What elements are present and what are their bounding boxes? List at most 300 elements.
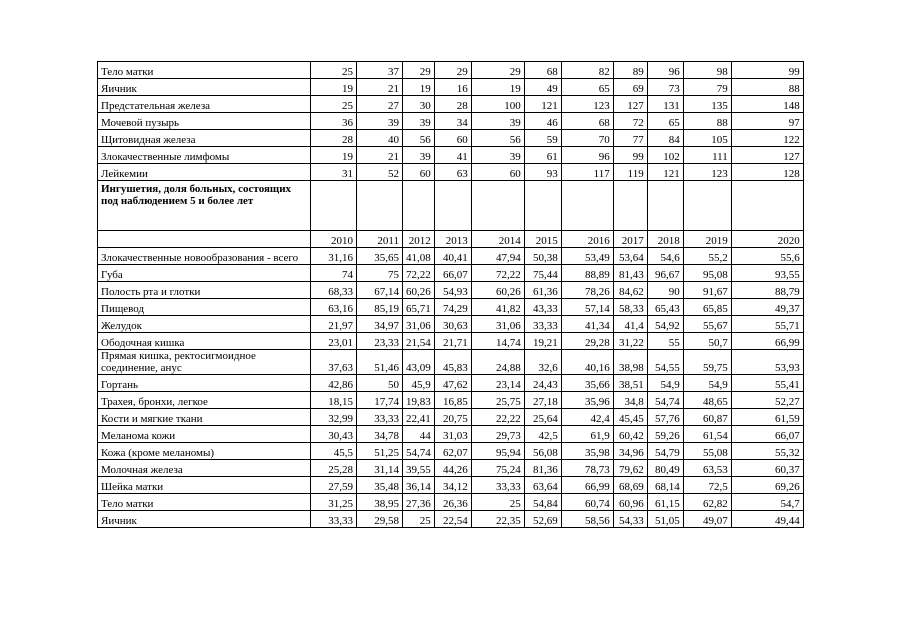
table-cell: 39,55 [403, 460, 435, 477]
table-row [98, 164, 804, 181]
table-cell: 26,36 [434, 494, 471, 511]
table-cell: 55,32 [731, 443, 803, 460]
row-label: Трахея, бронхи, легкое [98, 392, 311, 409]
table-cell: 88,79 [731, 282, 803, 299]
table-cell: 36,14 [403, 477, 435, 494]
table-cell: 91,67 [683, 282, 731, 299]
table-cell: 82 [561, 62, 613, 79]
table-cell: 59,26 [647, 426, 683, 443]
row-label: Тело матки [98, 62, 311, 79]
table-cell: 25 [403, 511, 435, 528]
table-cell: 60 [403, 164, 435, 181]
table-cell: 57,14 [561, 299, 613, 316]
row-label: Щитовидная железа [98, 130, 311, 147]
table-cell: 29 [471, 62, 524, 79]
table-cell: 55,2 [683, 248, 731, 265]
table-cell: 17,74 [357, 392, 403, 409]
table-cell: 23,33 [357, 333, 403, 350]
table-row [98, 375, 804, 392]
table-cell: 25 [471, 494, 524, 511]
table-cell: 63 [434, 164, 471, 181]
table-cell: 96 [561, 147, 613, 164]
table-cell: 31,06 [471, 316, 524, 333]
table-cell: 54,33 [613, 511, 647, 528]
table-cell: 68,33 [311, 282, 357, 299]
table-cell: 34,78 [357, 426, 403, 443]
table-cell: 95,94 [471, 443, 524, 460]
table-cell: 60,37 [731, 460, 803, 477]
table-cell: 77 [613, 130, 647, 147]
table-cell: 34,8 [613, 392, 647, 409]
table-cell: 29,58 [357, 511, 403, 528]
table-cell: 127 [731, 147, 803, 164]
year-header-cell: 2014 [471, 231, 524, 248]
row-label: Кости и мягкие ткани [98, 409, 311, 426]
table-cell: 58,56 [561, 511, 613, 528]
table-cell: 93,55 [731, 265, 803, 282]
table-cell: 61,36 [524, 282, 561, 299]
table-cell: 31,03 [434, 426, 471, 443]
table-cell: 49,37 [731, 299, 803, 316]
table-cell: 59,75 [683, 350, 731, 375]
table-cell: 41,82 [471, 299, 524, 316]
table-row [98, 299, 804, 316]
table-cell: 56 [471, 130, 524, 147]
year-header-cell: 2020 [731, 231, 803, 248]
table-cell: 22,35 [471, 511, 524, 528]
table-cell: 128 [731, 164, 803, 181]
table-cell: 74,29 [434, 299, 471, 316]
table-cell: 121 [524, 96, 561, 113]
table-cell: 99 [731, 62, 803, 79]
row-label: Меланома кожи [98, 426, 311, 443]
table-cell: 117 [561, 164, 613, 181]
table-cell: 21,97 [311, 316, 357, 333]
table-cell: 18,15 [311, 392, 357, 409]
table-cell: 65 [561, 79, 613, 96]
table-cell: 96,67 [647, 265, 683, 282]
table-row [98, 511, 804, 528]
table-cell: 39 [403, 147, 435, 164]
row-label: Мочевой пузырь [98, 113, 311, 130]
table-cell: 60,26 [471, 282, 524, 299]
table-cell: 61,15 [647, 494, 683, 511]
table-cell: 19,21 [524, 333, 561, 350]
table-cell: 72,22 [471, 265, 524, 282]
table-cell: 41,34 [561, 316, 613, 333]
table-cell: 66,07 [434, 265, 471, 282]
table-cell: 66,99 [731, 333, 803, 350]
table-cell: 75,24 [471, 460, 524, 477]
table-cell: 33,33 [357, 409, 403, 426]
table-cell: 35,96 [561, 392, 613, 409]
table-cell: 22,41 [403, 409, 435, 426]
row-label: Яичник [98, 511, 311, 528]
table-cell: 38,51 [613, 375, 647, 392]
table-cell: 49 [524, 79, 561, 96]
table-row [98, 282, 804, 299]
table-cell: 25,28 [311, 460, 357, 477]
table-cell: 39 [471, 113, 524, 130]
table-cell: 25,75 [471, 392, 524, 409]
table-section-percentages [98, 248, 804, 528]
table-cell: 68 [561, 113, 613, 130]
table-cell: 111 [683, 147, 731, 164]
table-row [98, 96, 804, 113]
table-row [98, 350, 804, 375]
table-cell: 36 [311, 113, 357, 130]
table-cell: 42,5 [524, 426, 561, 443]
table-cell: 61 [524, 147, 561, 164]
table-cell: 52,69 [524, 511, 561, 528]
table-cell: 61,54 [683, 426, 731, 443]
table-cell: 54,84 [524, 494, 561, 511]
table-cell: 40 [357, 130, 403, 147]
table-cell: 55,6 [731, 248, 803, 265]
table-cell: 97 [731, 113, 803, 130]
table-cell: 31,16 [311, 248, 357, 265]
table-cell: 50,38 [524, 248, 561, 265]
table-cell: 27,36 [403, 494, 435, 511]
year-header-cell: 2015 [524, 231, 561, 248]
table-cell: 31,22 [613, 333, 647, 350]
table-cell: 74 [311, 265, 357, 282]
table-row [98, 477, 804, 494]
table-cell: 25 [311, 62, 357, 79]
table-cell: 48,65 [683, 392, 731, 409]
row-label: Ободочная кишка [98, 333, 311, 350]
table-cell: 66,07 [731, 426, 803, 443]
row-label: Яичник [98, 79, 311, 96]
table-cell: 38,95 [357, 494, 403, 511]
table-cell: 29 [434, 62, 471, 79]
table-cell: 56,08 [524, 443, 561, 460]
table-section-absolute-counts [98, 62, 804, 181]
table-cell: 67,14 [357, 282, 403, 299]
table-cell: 65,71 [403, 299, 435, 316]
table-cell: 51,05 [647, 511, 683, 528]
table-cell: 43,33 [524, 299, 561, 316]
year-header-cell: 2019 [683, 231, 731, 248]
table-row [98, 409, 804, 426]
table-cell: 24,43 [524, 375, 561, 392]
table-cell: 55,71 [731, 316, 803, 333]
table-cell: 31 [311, 164, 357, 181]
row-label: Полость рта и глотки [98, 282, 311, 299]
table-cell: 81,43 [613, 265, 647, 282]
table-cell: 34 [434, 113, 471, 130]
table-cell: 80,49 [647, 460, 683, 477]
table-cell: 39 [403, 113, 435, 130]
table-cell: 75 [357, 265, 403, 282]
table-cell: 98 [683, 62, 731, 79]
table-cell: 20,75 [434, 409, 471, 426]
oncology-statistics-table [97, 61, 804, 528]
table-cell: 32,99 [311, 409, 357, 426]
table-cell: 30,43 [311, 426, 357, 443]
table-cell: 28 [434, 96, 471, 113]
table-cell: 66,99 [561, 477, 613, 494]
table-cell: 16,85 [434, 392, 471, 409]
row-label: Лейкемии [98, 164, 311, 181]
table-cell: 39 [471, 147, 524, 164]
table-cell: 49,07 [683, 511, 731, 528]
table-cell: 21 [357, 147, 403, 164]
table-cell: 54,9 [647, 375, 683, 392]
table-row [98, 113, 804, 130]
table-cell: 27 [357, 96, 403, 113]
table-cell: 100 [471, 96, 524, 113]
table-row [98, 426, 804, 443]
table-cell: 88 [731, 79, 803, 96]
year-header-cell: 2011 [357, 231, 403, 248]
table-cell: 22,22 [471, 409, 524, 426]
table-row [98, 147, 804, 164]
year-header-cell: 2010 [311, 231, 357, 248]
year-header-cell: 2013 [434, 231, 471, 248]
table-cell: 27,18 [524, 392, 561, 409]
table-cell: 32,6 [524, 350, 561, 375]
row-label: Злокачественные новообразования - всего [98, 248, 311, 265]
table-cell: 56 [403, 130, 435, 147]
table-cell: 65,43 [647, 299, 683, 316]
table-cell: 53,93 [731, 350, 803, 375]
table-cell: 35,48 [357, 477, 403, 494]
table-cell: 50,7 [683, 333, 731, 350]
table-cell: 37,63 [311, 350, 357, 375]
table-cell: 131 [647, 96, 683, 113]
table-row [98, 494, 804, 511]
table-cell: 60,26 [403, 282, 435, 299]
table-cell: 40,41 [434, 248, 471, 265]
table-cell: 23,14 [471, 375, 524, 392]
table-cell: 122 [731, 130, 803, 147]
table-cell: 54,79 [647, 443, 683, 460]
table-cell: 55,41 [731, 375, 803, 392]
table-cell: 35,65 [357, 248, 403, 265]
table-cell: 33,33 [471, 477, 524, 494]
table-cell: 30,63 [434, 316, 471, 333]
table-cell: 24,88 [471, 350, 524, 375]
table-cell: 50 [357, 375, 403, 392]
table-cell: 68,14 [647, 477, 683, 494]
row-label: Шейка матки [98, 477, 311, 494]
row-label: Желудок [98, 316, 311, 333]
table-cell: 73 [647, 79, 683, 96]
table-cell: 38,98 [613, 350, 647, 375]
table-row [98, 316, 804, 333]
table-row [98, 265, 804, 282]
table-cell: 70 [561, 130, 613, 147]
table-row [98, 392, 804, 409]
table-cell: 59 [524, 130, 561, 147]
table-cell: 58,33 [613, 299, 647, 316]
table-cell: 127 [613, 96, 647, 113]
table-cell: 29,73 [471, 426, 524, 443]
table-cell: 68,69 [613, 477, 647, 494]
table-cell: 68 [524, 62, 561, 79]
row-label: Прямая кишка, ректосигмоидное соединение, анус [98, 350, 311, 375]
table-cell: 16 [434, 79, 471, 96]
table-cell: 23,01 [311, 333, 357, 350]
table-cell: 42,86 [311, 375, 357, 392]
table-cell: 46 [524, 113, 561, 130]
table-cell: 41,08 [403, 248, 435, 265]
table-cell: 41 [434, 147, 471, 164]
table-cell: 45,83 [434, 350, 471, 375]
table-cell: 31,14 [357, 460, 403, 477]
year-header-cell: 2012 [403, 231, 435, 248]
section-header-row [98, 181, 804, 231]
table-cell: 53,49 [561, 248, 613, 265]
table-cell: 84,62 [613, 282, 647, 299]
table-cell: 54,55 [647, 350, 683, 375]
table-cell: 72,22 [403, 265, 435, 282]
table-cell: 49,44 [731, 511, 803, 528]
table-cell: 63,53 [683, 460, 731, 477]
table-cell: 78,26 [561, 282, 613, 299]
table-cell: 37 [357, 62, 403, 79]
table-cell: 60,74 [561, 494, 613, 511]
table-cell: 123 [561, 96, 613, 113]
table-cell: 41,4 [613, 316, 647, 333]
table-row [98, 62, 804, 79]
table-row [98, 333, 804, 350]
table-cell: 52,27 [731, 392, 803, 409]
table-cell: 35,98 [561, 443, 613, 460]
row-label: Тело матки [98, 494, 311, 511]
table-cell: 45,9 [403, 375, 435, 392]
table-cell: 60,96 [613, 494, 647, 511]
table-cell: 14,74 [471, 333, 524, 350]
table-cell: 148 [731, 96, 803, 113]
table-cell: 54,74 [647, 392, 683, 409]
table-cell: 28 [311, 130, 357, 147]
table-cell: 25,64 [524, 409, 561, 426]
row-label: Гортань [98, 375, 311, 392]
table-cell: 29,28 [561, 333, 613, 350]
table-cell: 62,07 [434, 443, 471, 460]
table-cell: 60 [471, 164, 524, 181]
table-cell: 19 [403, 79, 435, 96]
table-cell: 60,87 [683, 409, 731, 426]
table-cell: 31,25 [311, 494, 357, 511]
table-cell: 51,25 [357, 443, 403, 460]
table-cell: 43,09 [403, 350, 435, 375]
row-label: Губа [98, 265, 311, 282]
table-cell: 19,83 [403, 392, 435, 409]
table-cell: 95,08 [683, 265, 731, 282]
table-cell: 79 [683, 79, 731, 96]
table-cell: 19 [311, 147, 357, 164]
table-cell: 72 [613, 113, 647, 130]
table-cell: 61,59 [731, 409, 803, 426]
table-cell: 96 [647, 62, 683, 79]
table-cell: 34,97 [357, 316, 403, 333]
table-cell: 19 [471, 79, 524, 96]
table-row [98, 443, 804, 460]
table-cell: 81,36 [524, 460, 561, 477]
table-cell: 88 [683, 113, 731, 130]
table-row [98, 130, 804, 147]
table-cell: 34,12 [434, 477, 471, 494]
table-cell: 33,33 [524, 316, 561, 333]
table-cell: 45,45 [613, 409, 647, 426]
table-cell: 21 [357, 79, 403, 96]
table-cell: 45,5 [311, 443, 357, 460]
table-cell: 121 [647, 164, 683, 181]
table-cell: 54,74 [403, 443, 435, 460]
table-row [98, 79, 804, 96]
table-cell: 63,64 [524, 477, 561, 494]
table-cell: 21,54 [403, 333, 435, 350]
table-cell: 75,44 [524, 265, 561, 282]
table-cell: 102 [647, 147, 683, 164]
table-cell: 63,16 [311, 299, 357, 316]
table-cell: 44,26 [434, 460, 471, 477]
row-label: Кожа (кроме меланомы) [98, 443, 311, 460]
table-cell: 57,76 [647, 409, 683, 426]
table-cell: 60,42 [613, 426, 647, 443]
table-cell: 72,5 [683, 477, 731, 494]
table-cell: 39 [357, 113, 403, 130]
row-label: Злокачественные лимфомы [98, 147, 311, 164]
table-cell: 44 [403, 426, 435, 443]
table-cell: 42,4 [561, 409, 613, 426]
table-cell: 54,93 [434, 282, 471, 299]
table-cell: 65,85 [683, 299, 731, 316]
table-cell: 54,6 [647, 248, 683, 265]
year-header-cell: 2017 [613, 231, 647, 248]
table-cell: 61,9 [561, 426, 613, 443]
table-cell: 55,67 [683, 316, 731, 333]
section-title: Ингушетия, доля больных, состоящих под наблюдением 5 и более лет [98, 181, 311, 231]
table-cell: 47,62 [434, 375, 471, 392]
table-cell: 62,82 [683, 494, 731, 511]
table-section-ingushetia [98, 181, 804, 248]
table-cell: 35,66 [561, 375, 613, 392]
table-cell: 89 [613, 62, 647, 79]
table-cell: 69 [613, 79, 647, 96]
table-cell: 34,96 [613, 443, 647, 460]
table-cell: 22,54 [434, 511, 471, 528]
table-cell: 29 [403, 62, 435, 79]
year-header-cell: 2016 [561, 231, 613, 248]
table-cell: 30 [403, 96, 435, 113]
table-cell: 85,19 [357, 299, 403, 316]
table-cell: 84 [647, 130, 683, 147]
table-cell: 33,33 [311, 511, 357, 528]
table-cell: 54,92 [647, 316, 683, 333]
table-cell: 65 [647, 113, 683, 130]
table-cell: 31,06 [403, 316, 435, 333]
table-cell: 54,7 [731, 494, 803, 511]
table-cell: 25 [311, 96, 357, 113]
table-cell: 105 [683, 130, 731, 147]
table-row [98, 248, 804, 265]
year-header-row [98, 231, 804, 248]
table-cell: 19 [311, 79, 357, 96]
table-cell: 21,71 [434, 333, 471, 350]
table-cell: 53,64 [613, 248, 647, 265]
table-cell: 99 [613, 147, 647, 164]
table-cell: 69,26 [731, 477, 803, 494]
row-label: Молочная железа [98, 460, 311, 477]
table-cell: 90 [647, 282, 683, 299]
table-cell: 55,08 [683, 443, 731, 460]
table-row [98, 460, 804, 477]
table-cell: 119 [613, 164, 647, 181]
